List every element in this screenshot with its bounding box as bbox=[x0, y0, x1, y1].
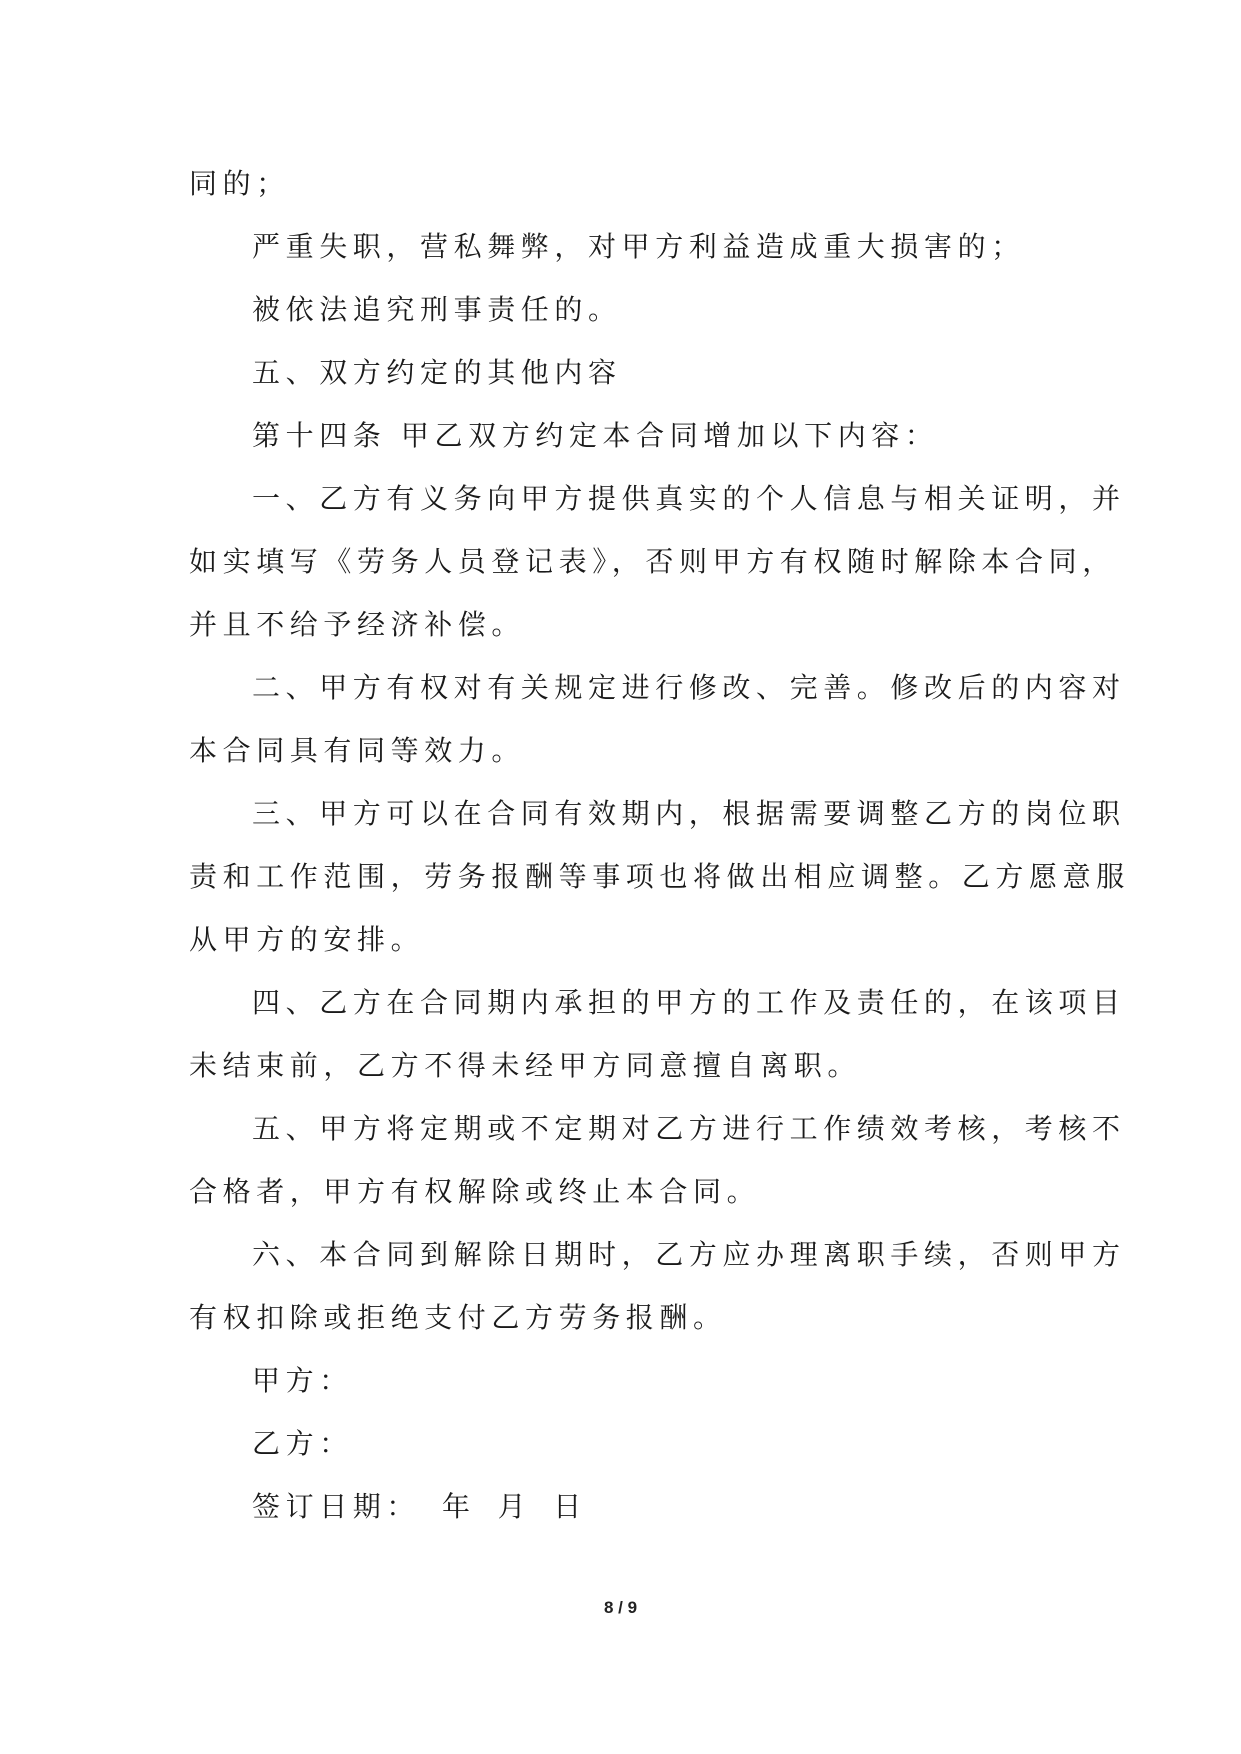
clause-1 bbox=[189, 467, 1126, 656]
article-heading: 第十四条 甲乙双方约定本合同增加以下内容： bbox=[252, 419, 939, 452]
clause-4 bbox=[189, 971, 1126, 1097]
text-line: 四、乙方在合同期内承担的甲方的工作及责任的，在该项目 bbox=[252, 986, 1126, 1019]
text-line: 三、甲方可以在合同有效期内，根据需要调整乙方的岗位职 bbox=[252, 797, 1126, 830]
text-line: 被依法追究刑事责任的。 bbox=[252, 293, 622, 326]
text-line: 责和工作范围，劳务报酬等事项也将做出相应调整。乙方愿意服 bbox=[189, 860, 1130, 893]
text-line: 同的； bbox=[189, 167, 290, 200]
page-number: 8 / 9 bbox=[603, 1598, 638, 1617]
clause-5 bbox=[189, 1097, 1126, 1223]
text-line: 严重失职，营私舞弊，对甲方利益造成重大损害的； bbox=[252, 230, 1025, 263]
text-line: 从甲方的安排。 bbox=[189, 923, 425, 956]
sign-date-month: 月 bbox=[497, 1490, 532, 1523]
text-line: 有权扣除或拒绝支付乙方劳务报酬。 bbox=[189, 1301, 727, 1334]
text-line: 并且不给予经济补偿。 bbox=[189, 608, 526, 641]
contract-body bbox=[189, 152, 1130, 1538]
sign-date-year: 年 bbox=[442, 1490, 476, 1523]
party-b-signature: 乙方： bbox=[252, 1427, 353, 1460]
text-line: 未结束前，乙方不得未经甲方同意擅自离职。 bbox=[189, 1049, 862, 1082]
sign-date bbox=[189, 1475, 1059, 1538]
sign-date-day: 日 bbox=[553, 1490, 587, 1523]
text-line: 二、甲方有权对有关规定进行修改、完善。修改后的内容对 bbox=[252, 671, 1126, 704]
clause-2 bbox=[189, 656, 1126, 782]
party-a-signature: 甲方： bbox=[252, 1364, 353, 1397]
text-line: 本合同具有同等效力。 bbox=[189, 734, 526, 767]
sign-date-label: 签订日期： bbox=[252, 1490, 421, 1523]
clause-6 bbox=[189, 1223, 1126, 1349]
text-line: 合格者，甲方有权解除或终止本合同。 bbox=[189, 1175, 761, 1208]
text-line: 如实填写《劳务人员登记表》，否则甲方有权随时解除本合同， bbox=[189, 545, 1116, 578]
text-line: 六、本合同到解除日期时，乙方应办理离职手续，否则甲方 bbox=[252, 1238, 1126, 1271]
text-line: 五、甲方将定期或不定期对乙方进行工作绩效考核，考核不 bbox=[252, 1112, 1126, 1145]
clause-3 bbox=[189, 782, 1130, 971]
section-heading: 五、双方约定的其他内容 bbox=[252, 356, 622, 389]
text-line: 一、乙方有义务向甲方提供真实的个人信息与相关证明，并 bbox=[252, 482, 1126, 515]
